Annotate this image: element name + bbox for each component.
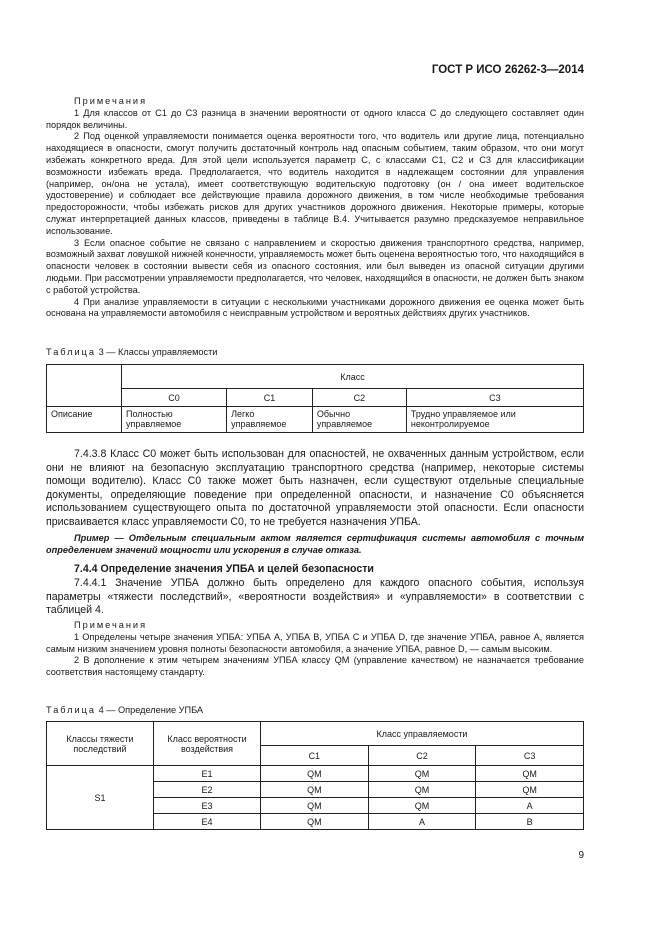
- table4-cell: A: [368, 814, 476, 830]
- table4-severity-cell: S1: [47, 766, 154, 830]
- table4-cell: QM: [261, 766, 369, 782]
- table4-cell: QM: [368, 798, 476, 814]
- table4-label: Таблица: [46, 705, 97, 715]
- note-item: 1 Определены четыре значения УПБА: УПБА А, УПБА В, УПБА С и УПБА D, где значение УПБА, равное А, является самым низким значением уровня полноты безопасности автомобиля, а значение УПБА, равное D, — самым высоким.: [46, 631, 584, 654]
- table3-label: Таблица: [46, 347, 97, 357]
- table4-cell: QM: [261, 782, 369, 798]
- notes-block-1: [46, 96, 584, 320]
- table4-exposure-cell: E1: [154, 766, 261, 782]
- table3-col-header: С0: [122, 389, 227, 407]
- table3-title: 3 — Классы управляемости: [98, 347, 218, 357]
- table3-row-header: Описание: [47, 407, 122, 433]
- table3-cell: Полностью управляемое: [122, 407, 227, 433]
- table4-header-severity: Классы тяжести последствий: [47, 722, 154, 766]
- table4-col-header: С1: [261, 746, 369, 766]
- table3-col-header: С3: [406, 389, 583, 407]
- table4-cell: QM: [261, 798, 369, 814]
- table4-cell: QM: [368, 782, 476, 798]
- table4-cell: QM: [261, 814, 369, 830]
- table3-empty-corner: [47, 365, 122, 407]
- notes-block-2: [46, 620, 584, 679]
- table4-exposure-cell: E2: [154, 782, 261, 798]
- table4-col-header: С3: [476, 746, 584, 766]
- table4-cell: QM: [476, 782, 584, 798]
- note-item: 4 При анализе управляемости в ситуации с несколькими участниками дорожного движения ее оценка может быть основана на управляемости автомобиля с неисправным устройством и вероятных действиях других участников.: [46, 296, 584, 319]
- note-item: 2 В дополнение к этим четырем значениям УПБА классу QM (управление качеством) не назначается требование соответствия настоящему стандарту.: [46, 655, 584, 678]
- table3-cell: Обычно управляемое: [312, 407, 406, 433]
- table4-cell: QM: [476, 766, 584, 782]
- table3-group-header: Класс: [122, 365, 584, 389]
- paragraph-7-4-4-1: 7.4.4.1 Значение УПБА должно быть определено для каждого опасного события, используя параметры «тяжести последствий», «вероятности воздействия» и «управляемости» в соответствии с таблицей 4.: [46, 577, 584, 617]
- notes-title: Примечания: [74, 96, 148, 106]
- table4-exposure-cell: E3: [154, 798, 261, 814]
- section-heading-7-4-4: 7.4.4 Определение значения УПБА и целей безопасности: [74, 563, 374, 575]
- table4-title: 4 — Определение УПБА: [98, 705, 204, 715]
- table4-col-header: С2: [368, 746, 476, 766]
- table4-cell: A: [476, 798, 584, 814]
- paragraph-7-4-3-8: 7.4.3.8 Класс С0 может быть использован для опасностей, не охваченных данным устройством, если они не влияют на безопасную эксплуатацию транспортного средства (например, некоторые системы помощи водителю). Класс С0 также может быть назначен, если существуют отдельные специальные документы, определяющие поведение при определенной опасности, и назначение С0 объясняется использованием существующего опыта по достаточной управляемости этой опасности. Если опасности присваивается класс управляемости С0, то не требуется назначения УПБА.: [46, 448, 584, 528]
- table4: [46, 721, 584, 830]
- note-item: 1 Для классов от С1 до С3 разница в значении вероятности от одного класса С до следующего составляет один порядок величины.: [46, 107, 584, 130]
- table3-cell: Трудно управляемое или неконтролируемое: [406, 407, 583, 433]
- notes-title: Примечания: [74, 620, 148, 630]
- document-header: ГОСТ Р ИСО 26262-3—2014: [431, 64, 584, 76]
- table3-col-header: С2: [312, 389, 406, 407]
- table3-cell: Легко управляемое: [227, 407, 313, 433]
- note-item: 3 Если опасное событие не связано с направлением и скоростью движения транспортного средства, например, возможный захват ловушкой нижней конечности, управляемость может быть оценена вероятностью того, что находящийся в опасности человек в состоянии вывести себя из опасного состояния, или был выведен из опасной ситуации другими людьми. При рассмотрении управляемости предполагается, что человек, находящийся в опасности, не должен быть знаком с работой устройства.: [46, 237, 584, 295]
- table4-cell: QM: [368, 766, 476, 782]
- note-item: 2 Под оценкой управляемости понимается оценка вероятности того, что водитель или другие лица, потенциально находящиеся в опасности, смогут получить достаточный контроль над опасным событием, таким образом, что они могут избежать конкретного вреда. Для этой цели используется параметр С, с классами С1, С2 и С3 для классификации возможности избежать вреда. Предполагается, что водитель находится в надлежащем состоянии для управления (например, он/она не устала), имеет соответствующую водительскую подготовку (он / она имеет водительское удостоверение) и соблюдает все действующие правила дорожного движения, в том числе необходимые требования предосторожности, чтобы избежать рисков для других участников дорожного движения. Некоторые примеры, которые служат интерпретацией данных классов, приведены в таблице В.4. Учитывается разумно предсказуемое неправильное использование.: [46, 131, 584, 236]
- table4-cell: B: [476, 814, 584, 830]
- table3-caption: [46, 347, 217, 357]
- table4-exposure-cell: E4: [154, 814, 261, 830]
- table4-header-controllability: Класс управляемости: [261, 722, 584, 746]
- example-paragraph: Пример — Отдельным специальным актом является сертификация системы автомобиля с точным определением значений мощности или ускорения в случае отказа.: [46, 533, 584, 555]
- table3-col-header: С1: [227, 389, 313, 407]
- table4-header-exposure: Класс вероятности воздействия: [154, 722, 261, 766]
- table3: [46, 364, 584, 433]
- page-number: 9: [578, 850, 584, 861]
- table4-caption: [46, 705, 203, 715]
